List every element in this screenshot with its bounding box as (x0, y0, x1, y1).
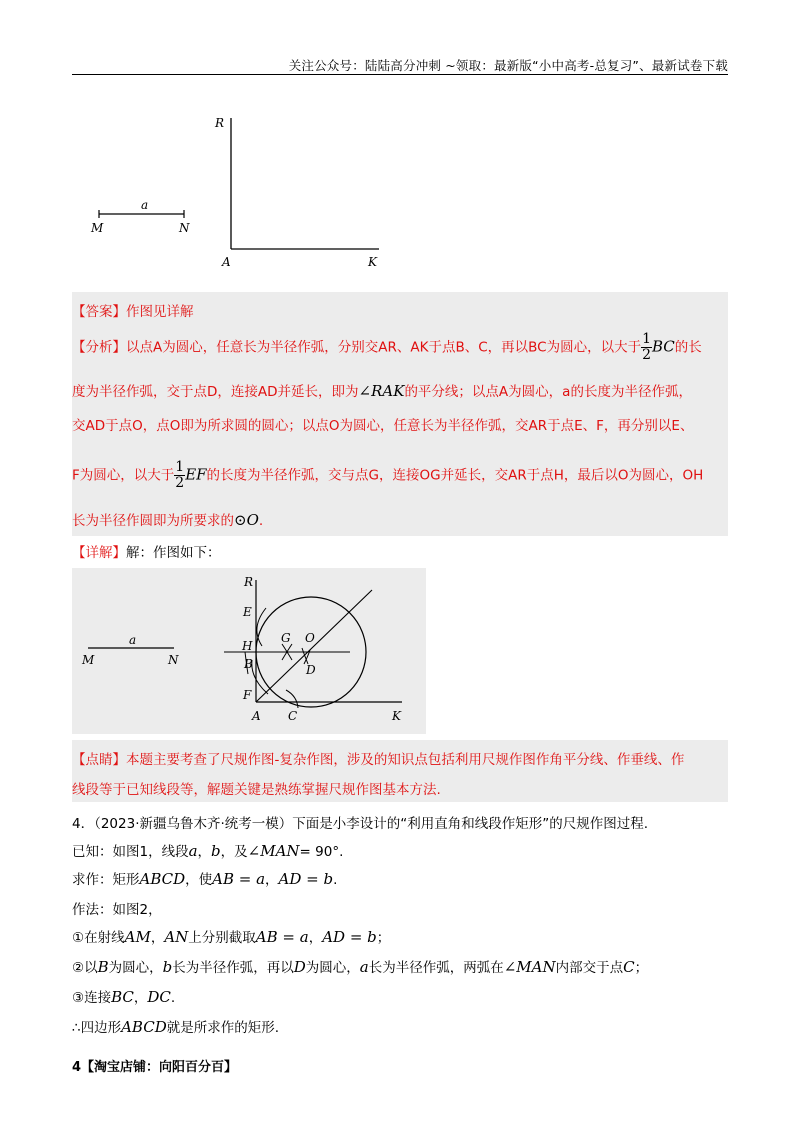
math-ef: EF (185, 465, 207, 484)
fig2-label-F: F (243, 688, 252, 702)
analysis-text-4a: F为圆心，以大于 (72, 467, 175, 484)
p4-l6-b: B (97, 958, 109, 976)
answer-tag: 【答案】 (72, 304, 126, 320)
analysis-text-5a: 长为半径作圆即为所要求的 (72, 513, 234, 529)
p4-l5d: ， (308, 930, 323, 946)
problem4-text-1: 4．（2023·新疆乌鲁木齐·统考一模）下面是小李设计的“利用直角和线段作矩形”的尺规作图过程. (72, 816, 649, 832)
math-angle-rak: ∠RAK (358, 382, 405, 400)
p4-l7b: ， (133, 990, 148, 1006)
p4-l6f: 内部交于点 (555, 960, 624, 976)
problem4-line-8 (72, 1016, 279, 1036)
fraction-num-2: 1 (175, 459, 185, 475)
p4-l5b: ， (150, 930, 165, 946)
p4-l2-angle: ∠MAN (247, 842, 300, 860)
analysis-text-1a: 以点A为圆心，任意长为半径作弧，分别交AR、AK于点B、C，再以BC为圆心，以大于 (126, 339, 642, 356)
comment-text-2: 线段等于已知线段等，解题关键是熟练掌握尺规作图基本方法. (72, 782, 441, 798)
fraction-den: 2 (642, 347, 651, 363)
p4-l6-c: C (623, 958, 635, 976)
p4-l5a: ①在射线 (72, 930, 125, 946)
p4-l2-b: b (211, 842, 221, 860)
p4-l5-am: AM (124, 928, 151, 946)
p4-l8-abcd: ABCD (121, 1018, 167, 1036)
p4-l2b: ， (197, 844, 212, 860)
p4-l7a: ③连接 (72, 990, 112, 1006)
comment-line-2 (72, 778, 441, 798)
page-header (72, 54, 728, 75)
fig2-label-M: M (82, 653, 95, 667)
analysis-text-1b: 的长 (674, 339, 702, 356)
analysis-text-3: 交AD于点O，点O即为所求圆的圆心；以点O为圆心，任意长为半径作弧，交AR于点E、F，再分别以E、 (72, 418, 694, 434)
analysis-line-3 (72, 414, 693, 434)
p4-l8b: 就是所求作的矩形. (166, 1020, 280, 1036)
p4-l5-eq2: AD = b (322, 928, 377, 946)
p4-l3d: . (333, 872, 338, 888)
p4-l3c: ， (265, 872, 279, 888)
p4-l6-angle: ∠MAN (503, 958, 556, 976)
math-circle-o: ⊙O (234, 511, 259, 529)
p4-l7-dc: DC (147, 988, 171, 1006)
fig2-label-O: O (305, 631, 315, 645)
p4-l5e: ； (376, 930, 391, 946)
fig2-label-a: a (129, 633, 137, 647)
answer-text: 作图见详解 (126, 304, 194, 320)
label-K: K (368, 255, 377, 269)
fig2-label-C: C (288, 709, 298, 723)
problem4-line-3 (72, 868, 337, 888)
problem4-line-4 (72, 898, 162, 918)
detail-tag: 【详解】 (72, 545, 126, 561)
fig2-label-B: B (244, 657, 253, 671)
fig2-label-H: H (242, 639, 253, 653)
fraction-half (641, 332, 652, 363)
detail-line (72, 541, 221, 561)
fraction-num: 1 (642, 331, 651, 347)
fig2-label-R: R (244, 575, 254, 589)
p4-l6-bb: b (162, 958, 173, 976)
p4-l6a: ②以 (72, 960, 98, 976)
label-a: a (141, 198, 149, 212)
problem4-line-5 (72, 926, 390, 946)
p4-l5-eq1: AB = a (255, 928, 309, 946)
p4-l7-bc: BC (111, 988, 134, 1006)
fig2-label-D: D (306, 663, 316, 677)
figure-1 (80, 110, 400, 270)
analysis-text-4b: 的长度为半径作弧，交与点G，连接OG并延长，交AR于点H，最后以O为圆心，OH (206, 467, 704, 484)
label-R: R (215, 116, 225, 130)
p4-l3a: 求作：矩形 (72, 872, 140, 888)
header-text: 关注公众号：陆陆高分冲刺 ~领取：最新版“小中高考-总复习”、最新试卷下载 (288, 58, 728, 73)
p4-l2c: ，及 (220, 844, 248, 860)
comment-text-1: 本题主要考查了尺规作图-复杂作图，涉及的知识点包括利用尺规作图作角平分线、作垂线、作 (126, 752, 685, 768)
fig2-label-E: E (243, 605, 252, 619)
p4-l6c: 长为半径作弧，再以 (172, 960, 294, 976)
comment-line-1 (72, 748, 684, 768)
figure-2 (72, 568, 426, 734)
p4-l6e: 长为半径作弧，两弧在 (368, 960, 504, 976)
analysis-line-1 (72, 332, 702, 363)
fig2-label-N: N (168, 653, 179, 667)
p4-l2-a: a (188, 842, 198, 860)
p4-l3-eq1: AB = a (212, 870, 266, 888)
analysis-line-2 (72, 380, 692, 400)
p4-l2a: 已知：如图1，线段 (72, 844, 189, 860)
p4-l6b: 为圆心， (108, 960, 163, 976)
p4-l6-d: D (293, 958, 306, 976)
p4-l5c: 上分别截取 (188, 930, 256, 946)
fig2-label-G: G (281, 631, 291, 645)
p4-l3-eq2: AD = b (278, 870, 334, 888)
analysis-line-5 (72, 509, 263, 529)
p4-l2d: = 90°. (299, 844, 344, 860)
label-A: A (222, 255, 231, 269)
fig2-label-K: K (392, 709, 401, 723)
label-N: N (179, 221, 190, 235)
analysis-text-2b: 的平分线；以点A为圆心，a的长度为半径作弧， (404, 384, 692, 400)
answer-line (72, 300, 194, 320)
p4-l8a: ∴四边形 (72, 1020, 122, 1036)
p4-l5-an: AN (164, 928, 189, 946)
fraction-half-2 (174, 460, 185, 491)
analysis-text-5b: . (258, 513, 264, 529)
problem4-text-4: 作法：如图2， (72, 902, 162, 918)
fig2-label-A: A (252, 709, 261, 723)
label-M: M (91, 221, 104, 235)
p4-l7c: . (170, 990, 176, 1006)
detail-text: 解：作图如下： (126, 545, 221, 561)
problem4-line-2 (72, 840, 343, 860)
fraction-den-2: 2 (175, 475, 185, 491)
math-bc: BC (652, 337, 675, 356)
p4-l6d: 为圆心， (305, 960, 360, 976)
p4-l3-abcd: ABCD (139, 870, 186, 888)
p4-l3b: ，使 (185, 872, 213, 888)
problem4-line-6 (72, 956, 648, 976)
problem4-line-7 (72, 986, 175, 1006)
analysis-line-4 (72, 460, 703, 491)
analysis-text-2a: 度为半径作弧，交于点D，连接AD并延长，即为 (72, 384, 359, 400)
problem4-line-1 (72, 812, 648, 832)
p4-l6g: ； (634, 960, 649, 976)
p4-l6-a: a (359, 958, 369, 976)
analysis-tag: 【分析】 (72, 339, 126, 356)
page-footer: 4【淘宝店铺：向阳百分百】 (72, 1060, 238, 1075)
comment-tag: 【点睛】 (72, 752, 126, 768)
